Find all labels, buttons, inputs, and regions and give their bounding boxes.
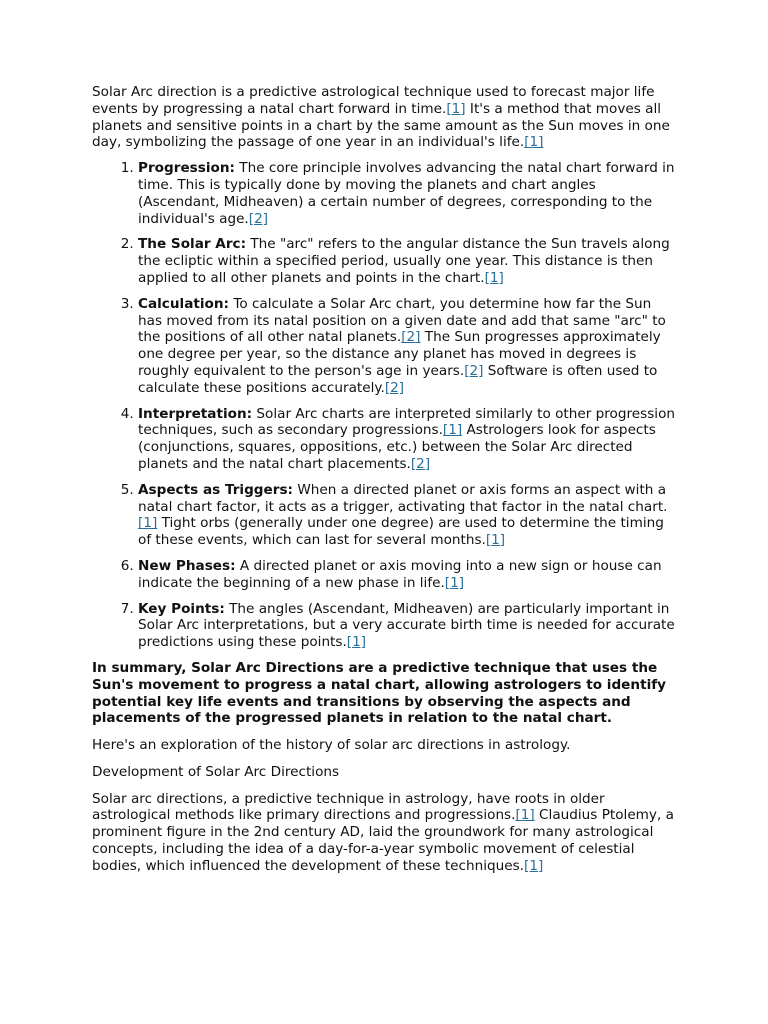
text-span: The "arc" refers to the angular distance the Sun travels along the ecliptic within a specified period, usually one year. This distance is then applied to all other planets and points in the chart. xyxy=(138,236,670,286)
history-intro-paragraph: Here's an exploration of the history of solar arc directions in astrology. xyxy=(92,737,571,754)
citation-link[interactable]: [2] xyxy=(464,362,484,379)
text-span: Tight orbs (generally under one degree) are used to determine the timing of these events, which can last for several months. xyxy=(138,515,664,549)
citation-link[interactable]: [1] xyxy=(444,574,465,591)
citation-link[interactable]: [1] xyxy=(442,422,463,439)
text-span: Solar Arc direction is a predictive astrological technique used to forecast major life events by progressing a natal chart forward in time. xyxy=(92,84,655,117)
citation-link[interactable]: [1] xyxy=(484,269,504,286)
item-heading: Calculation: xyxy=(138,295,229,312)
list-item xyxy=(138,296,678,397)
text-span: The core principle involves advancing the natal chart forward in time. This is typically done by moving the planets and chart angles (Ascendant, Midheaven) a certain number of degrees, corresponding to the individual's age. xyxy=(138,160,675,227)
text-span: When a directed planet or axis forms an aspect with a natal chart factor, it acts as a trigger, activating that factor in the natal chart. xyxy=(138,481,668,515)
citation-link[interactable]: [2] xyxy=(248,210,269,227)
text-span: A directed planet or axis moving into a new sign or house can indicate the beginning of a new phase in life. xyxy=(138,557,662,591)
citation-link[interactable]: [1] xyxy=(524,857,544,874)
section-heading: Development of Solar Arc Directions xyxy=(92,763,340,780)
history-paragraph xyxy=(92,791,678,875)
list-item xyxy=(138,406,678,473)
citation-link[interactable]: [1] xyxy=(138,515,158,532)
text-span: Claudius Ptolemy, a prominent figure in the 2nd century AD, laid the groundwork for many astrological concepts, including the idea of a day-for-a-year symbolic movement of celestial bodies, which influenced the development of these techniques. xyxy=(92,807,674,874)
text-span: Solar arc directions, a predictive technique in astrology, have roots in older astrological methods like primary directions and progressions. xyxy=(92,790,605,824)
citation-link[interactable]: [1] xyxy=(524,134,544,151)
item-heading: The Solar Arc: xyxy=(138,236,247,253)
key-points-list xyxy=(92,160,678,651)
item-heading: New Phases: xyxy=(138,557,236,574)
citation-link[interactable]: [1] xyxy=(485,532,506,549)
citation-link[interactable]: [1] xyxy=(515,807,535,824)
text-span: Software is often used to calculate these positions accurately. xyxy=(138,362,658,396)
list-item xyxy=(138,558,678,592)
intro-paragraph xyxy=(92,84,678,151)
list-item xyxy=(138,601,678,651)
item-heading: Progression: xyxy=(138,160,235,177)
item-heading: Key Points: xyxy=(138,600,225,617)
text-span: The Sun progresses approximately one degree per year, so the distance any planet has moved in degrees is roughly equivalent to the person's age in years. xyxy=(138,329,661,379)
citation-link[interactable]: [2] xyxy=(410,455,431,472)
list-item xyxy=(138,236,678,286)
text-span: Astrologers look for aspects (conjunctions, squares, oppositions, etc.) between the Solar Arc directed planets and the natal chart placements. xyxy=(138,422,656,472)
text-span: Solar Arc charts are interpreted similarly to other progression techniques, such as secondary progressions. xyxy=(138,405,676,439)
list-item xyxy=(138,160,678,227)
item-heading: Aspects as Triggers: xyxy=(138,481,293,498)
summary-paragraph: In summary, Solar Arc Directions are a predictive technique that uses the Sun's movement to progress a natal chart, allowing astrologers to identify potential key life events and transitions by observing the aspects and placements of the progressed planets in relation to the natal chart. xyxy=(92,659,667,727)
item-heading: Interpretation: xyxy=(138,405,253,422)
text-span: It's a method that moves all planets and sensitive points in a chart by the same amount as the Sun moves in one day, symbolizing the passage of one year in an individual's life. xyxy=(92,100,670,151)
list-item xyxy=(138,482,678,549)
citation-link[interactable]: [2] xyxy=(401,329,421,346)
citation-link[interactable]: [1] xyxy=(446,100,466,117)
text-span: To calculate a Solar Arc chart, you determine how far the Sun has moved from its natal position on a given date and add that same "arc" to the positions of all other natal planets. xyxy=(138,295,666,346)
citation-link[interactable]: [2] xyxy=(384,379,405,396)
text-span: The angles (Ascendant, Midheaven) are particularly important in Solar Arc interpretations, but a very accurate birth time is needed for accurate predictions using these points. xyxy=(138,600,675,651)
citation-link[interactable]: [1] xyxy=(346,634,367,651)
